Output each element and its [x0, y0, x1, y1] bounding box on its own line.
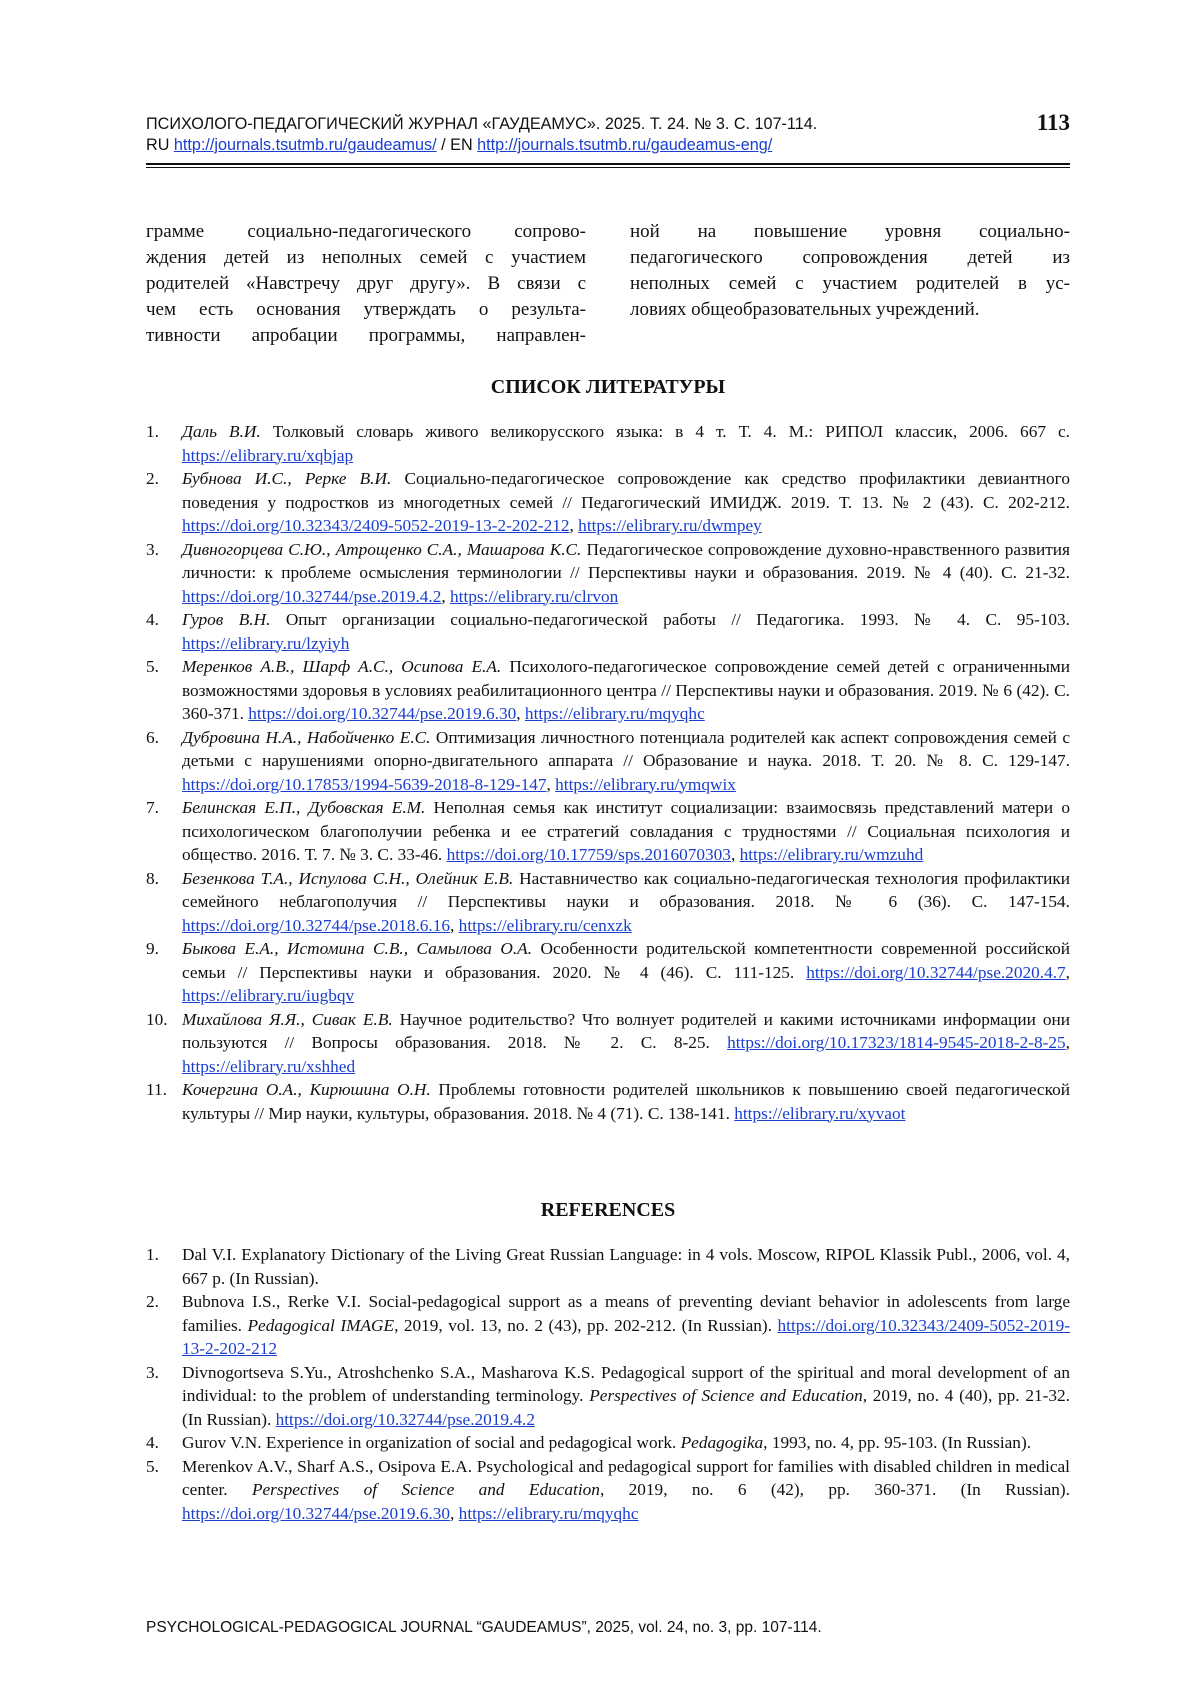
reference-link[interactable]: https://elibrary.ru/iugbqv [182, 986, 355, 1005]
link-separator: , [516, 704, 525, 723]
reference-link[interactable]: https://doi.org/10.32744/pse.2020.4.7 [806, 962, 1066, 982]
reference-link[interactable]: https://elibrary.ru/lzyiyh [182, 633, 350, 653]
link-separator: , [1065, 1033, 1070, 1052]
reference-text: , 1993, no. 4, pp. 95-103. (In Russian). [763, 1433, 1032, 1452]
reference-item [146, 655, 1070, 726]
en-journal-link[interactable]: http://journals.tsutmb.ru/gaudeamus-eng/ [477, 136, 773, 154]
body-line: грамме социально-педагогического сопрово- [146, 221, 586, 242]
reference-link[interactable]: https://elibrary.ru/mqyqhc [458, 1503, 639, 1523]
reference-number: 2. [146, 1292, 159, 1311]
reference-item [146, 467, 1070, 538]
reference-link[interactable]: https://doi.org/10.17759/sps.2016070303 [446, 845, 731, 864]
reference-item [146, 1431, 1070, 1455]
reference-authors: Белинская Е.П., Дубовская Е.М. [182, 798, 426, 817]
reference-link[interactable]: https://elibrary.ru/ymqwix [555, 774, 736, 794]
reference-text: Gurov V.N. Experience in organization of social and pedagogical work. [182, 1433, 681, 1452]
url-separator: / [441, 136, 446, 154]
link-separator: , [546, 774, 556, 794]
reference-text: Проблемы готовности родителей школьников к повышению своей педагогической культуры // Мир науки, культуры, образования. 2018. № 4 (71). С. 138-141. [182, 1080, 1071, 1123]
reference-authors: Кочергина О.А., Кирюшина О.Н. [182, 1080, 431, 1099]
reference-text: Dal V.I. Explanatory Dictionary of the Living Great Russian Language: in 4 vols. Moscow, RIPOL Klassik Publ., 2006, vol. 4, 667 p. (In Russian). [182, 1245, 1070, 1288]
reference-item [146, 1290, 1070, 1361]
body-line: неполных семей с участием родителей в ус- [630, 273, 1070, 294]
reference-link[interactable]: https://doi.org/10.32343/2409-5052-2019-13-2-202-212 [182, 516, 570, 535]
reference-text: Педагогическое сопровождение духовно-нравственного развития личности: к проблеме осмысления терминологии // Перспективы науки и образования. 2019. № 4 (40). С. 21-32. [182, 539, 1071, 582]
reference-link[interactable]: https://elibrary.ru/xyvaot [734, 1103, 906, 1123]
ru-journal-link[interactable]: http://journals.tsutmb.ru/gaudeamus/ [173, 136, 437, 154]
reference-number: 11. [146, 1080, 167, 1099]
body-line: тивности апробации программы, направлен- [146, 325, 586, 346]
reference-link[interactable]: https://doi.org/10.32343/2409-5052-2019-13-2-202-212 [182, 1315, 1070, 1358]
reference-text: , 2019, no. 6 (42), pp. 360-371. (In Russian). [599, 1480, 1070, 1499]
link-separator: , [569, 516, 579, 535]
reference-number: 3. [146, 1362, 159, 1382]
link-separator: , [730, 845, 740, 864]
reference-text: Bubnova I.S., Rerke V.I. Social-pedagogical support as a means of preventing deviant behavior in adolescents from large families. [182, 1292, 1070, 1335]
reference-item [146, 1243, 1070, 1290]
reference-journal: Perspectives of Science and Education [251, 1480, 600, 1499]
reference-link[interactable]: https://elibrary.ru/mqyqhc [524, 704, 705, 723]
reference-link[interactable]: https://doi.org/10.32744/pse.2018.6.16 [182, 915, 451, 935]
reference-link[interactable]: https://elibrary.ru/cenxzk [458, 915, 632, 935]
reference-authors: Дубровина Н.А., Набойченко Е.С. [182, 727, 431, 747]
reference-link[interactable]: https://elibrary.ru/xshhed [182, 1056, 356, 1076]
reference-item [146, 538, 1070, 609]
reference-link[interactable]: https://doi.org/10.17853/1994-5639-2018-8-129-147 [182, 774, 547, 794]
reference-text: Наставничество как социально-педагогическая технология профилактики семейного неблагополучия // Перспективы науки и образования. 2018. № 6 (36). С. 147-154. [182, 868, 1070, 911]
reference-link[interactable]: https://doi.org/10.32744/pse.2019.4.2 [182, 586, 442, 606]
reference-text: Толковый словарь живого великорусского языка: в 4 т. Т. 4. М.: РИПОЛ классик, 2006. 667 с. [260, 422, 1070, 441]
reference-text: , 2019, vol. 13, no. 2 (43), pp. 202-212. (In Russian). [394, 1315, 778, 1335]
body-line: педагогического сопровождения детей из [630, 247, 1070, 268]
reference-journal: Pedagogika [680, 1433, 764, 1452]
header-rule-thin [146, 167, 1070, 168]
ru-label: RU [146, 136, 170, 154]
reference-text: Merenkov A.V., Sharf A.S., Osipova E.A. Psychological and pedagogical support for families with disabled children in medical center. [182, 1456, 1070, 1499]
reference-item [146, 420, 1070, 467]
reference-link[interactable]: https://elibrary.ru/dwmpey [578, 516, 762, 535]
reference-journal: Perspectives of Science and Education [589, 1386, 863, 1405]
reference-number: 2. [146, 469, 159, 488]
reference-link[interactable]: https://doi.org/10.17323/1814-9545-2018-2-8-25 [727, 1033, 1066, 1052]
reference-item [146, 1455, 1070, 1526]
reference-item [146, 608, 1070, 655]
reference-number: 5. [146, 657, 159, 676]
reference-number: 8. [146, 868, 159, 888]
reference-link[interactable]: https://doi.org/10.32744/pse.2019.6.30 [182, 1503, 451, 1523]
link-separator: , [450, 1503, 459, 1523]
reference-item [146, 1008, 1070, 1079]
body-column-left [146, 219, 586, 349]
reference-authors: Безенкова Т.А., Испулова С.Н., Олейник Е.В. [182, 868, 514, 888]
body-line: родителей «Навстречу друг другу». В связи с [146, 273, 586, 294]
reference-authors: Гуров В.Н. [182, 610, 271, 629]
reference-text: Оптимизация личностного потенциала родителей как аспект сопровождения семей с детьми с нарушениями опорно-двигательного аппарата // Образование и наука. 2018. Т. 20. № 8. С. 129-147. [182, 727, 1071, 770]
reference-number: 4. [146, 610, 159, 629]
header-rule-thick [146, 163, 1070, 165]
reference-number: 6. [146, 727, 159, 747]
reference-number: 7. [146, 798, 159, 817]
body-column-right [630, 219, 1070, 323]
reference-number: 9. [146, 939, 159, 958]
reference-number: 3. [146, 539, 159, 559]
reference-item [146, 1361, 1070, 1432]
reference-authors: Дивногорцева С.Ю., Атрощенко С.А., Машарова К.С. [182, 539, 582, 559]
body-line: ждения детей из неполных семей с участием [146, 247, 586, 268]
page-footer: PSYCHOLOGICAL-PEDAGOGICAL JOURNAL “GAUDEAMUS”, 2025, vol. 24, no. 3, pp. 107-114. [146, 1619, 822, 1636]
reference-link[interactable]: https://doi.org/10.32744/pse.2019.4.2 [275, 1409, 535, 1429]
reference-number: 10. [146, 1009, 168, 1029]
reference-authors: Меренков А.В., Шарф А.С., Осипова Е.А. [182, 657, 502, 676]
body-line: ловиях общеобразовательных учреждений. [630, 299, 980, 320]
link-separator: , [1065, 962, 1070, 982]
references-ru-list [146, 420, 1070, 1125]
reference-item [146, 1078, 1070, 1125]
reference-number: 1. [146, 422, 159, 441]
reference-text: , 2019, no. 4 (40), pp. 21-32. (In Russian). [182, 1386, 1070, 1429]
reference-item [146, 726, 1070, 797]
reference-text: Психолого-педагогическое сопровождение семей детей с ограниченными возможностями здоровья в условиях реабилитационного центра // Перспективы науки и образования. 2019. № 6 (42). С. 360-371. [182, 657, 1070, 723]
references-en-list [146, 1243, 1070, 1525]
reference-item [146, 796, 1070, 867]
journal-urls-line [146, 135, 1070, 156]
page-header [146, 110, 1070, 156]
reference-number: 5. [146, 1456, 159, 1476]
body-line: ной на повышение уровня социально- [630, 221, 1070, 242]
reference-authors: Михайлова Я.Я., Сивак Е.В. [182, 1009, 393, 1029]
reference-number: 4. [146, 1433, 159, 1452]
reference-text: Социально-педагогическое сопровождение как средство профилактики девиантного поведения у подростков из многодетных семей // Педагогический ИМИДЖ. 2019. Т. 13. № 2 (43). С. 202-212. [182, 469, 1070, 512]
link-separator: , [441, 586, 451, 606]
reference-item [146, 867, 1070, 938]
reference-text: Divnogortseva S.Yu., Atroshchenko S.A., Masharova K.S. Pedagogical support of the spiritual and moral development of an individual: to the problem of understanding terminology. [182, 1362, 1070, 1405]
page-number: 113 [1036, 110, 1070, 135]
journal-title-line: ПСИХОЛОГО-ПЕДАГОГИЧЕСКИЙ ЖУРНАЛ «ГАУДЕАМУС». 2025. Т. 24. № 3. С. 107-114. [146, 115, 818, 133]
reference-text: Опыт организации социально-педагогической работы // Педагогика. 1993. № 4. С. 95-103. [270, 610, 1070, 629]
en-label: EN [450, 136, 473, 154]
reference-text: Особенности родительской компетентности современной российской семьи // Перспективы науки и образования. 2020. № 4 (46). С. 111-125. [182, 939, 1070, 982]
reference-text: Научное родительство? Что волнует родителей и какими источниками информации они пользуются // Вопросы образования. 2018. № 2. С. 8-25. [182, 1009, 1070, 1052]
reference-authors: Быкова Е.А., Истомина С.В., Самылова О.А. [182, 939, 533, 958]
link-separator: , [450, 915, 459, 935]
reference-link[interactable]: https://elibrary.ru/wmzuhd [739, 845, 924, 864]
reference-link[interactable]: https://elibrary.ru/clrvon [450, 586, 619, 606]
reference-authors: Даль В.И. [182, 422, 261, 441]
references-ru-title: СПИСОК ЛИТЕРАТУРЫ [490, 376, 726, 398]
reference-link[interactable]: https://doi.org/10.32744/pse.2019.6.30 [248, 704, 517, 723]
reference-text: Неполная семья как институт социализации: взаимосвязь представлений матери о психологическом благополучии ребенка и ее стратегий совладания с трудностями // Социальная психология и общество. 2016. Т. 7. № 3. С. 33-46. [182, 798, 1070, 864]
references-en-title: REFERENCES [540, 1199, 676, 1221]
reference-journal: Pedagogical IMAGE [247, 1315, 395, 1335]
reference-link[interactable]: https://elibrary.ru/xqbjap [182, 445, 354, 465]
reference-number: 1. [146, 1245, 159, 1264]
body-line: чем есть основания утверждать о результа- [146, 299, 586, 320]
reference-authors: Бубнова И.С., Рерке В.И. [182, 469, 392, 488]
reference-item [146, 937, 1070, 1008]
